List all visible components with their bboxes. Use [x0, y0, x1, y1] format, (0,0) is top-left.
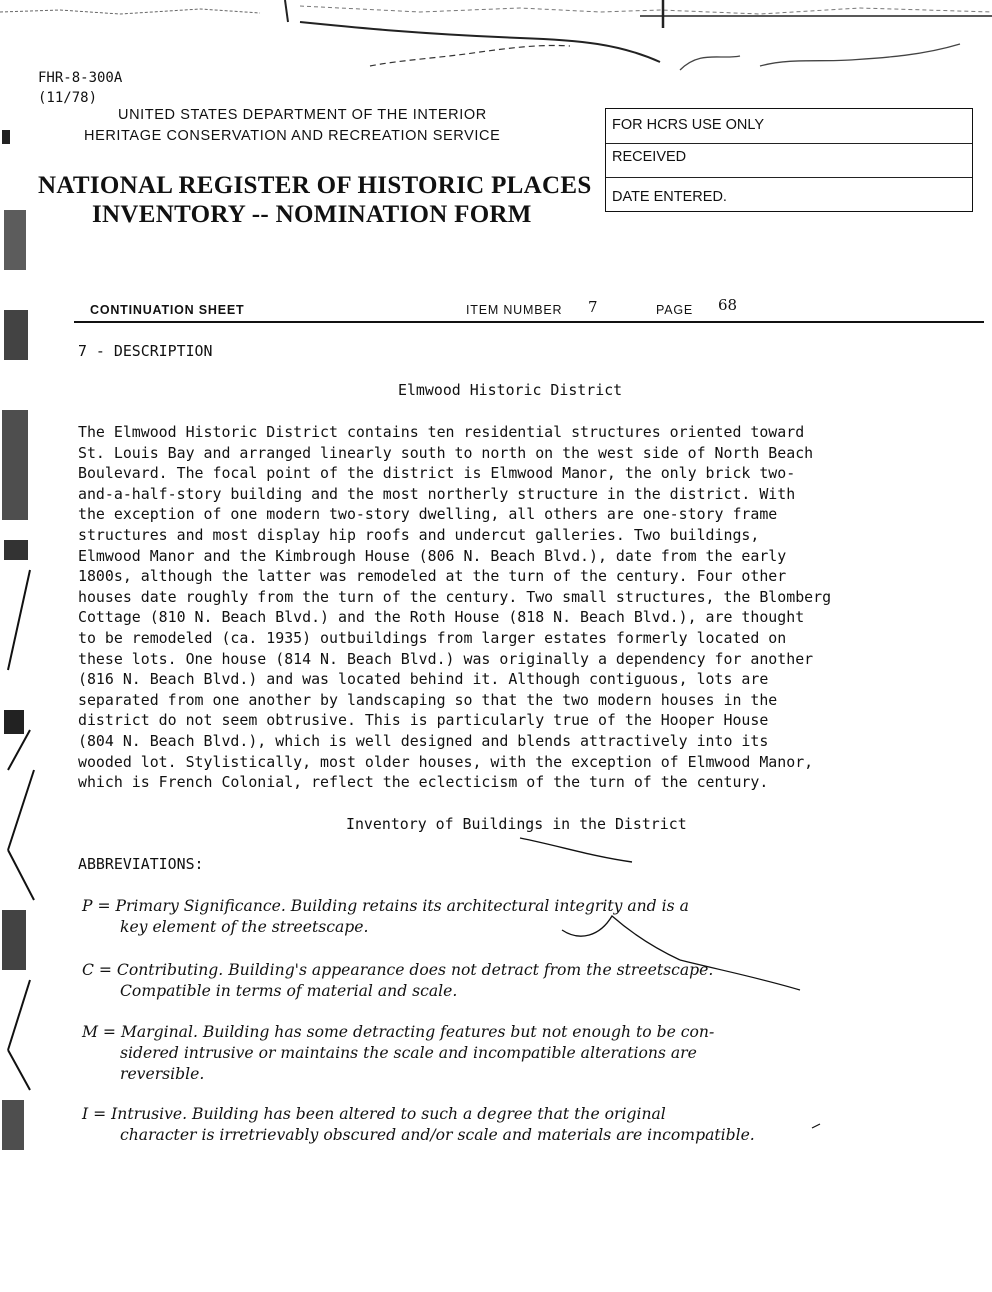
abbreviation-line: character is irretrievably obscured and/or scale and materials are incompatible. — [120, 1126, 755, 1144]
date-entered-label: DATE ENTERED. — [612, 189, 727, 205]
office-use-label: FOR HCRS USE ONLY — [612, 117, 765, 133]
paragraph-line: Cottage (810 N. Beach Blvd.) and the Roth House (818 N. Beach Blvd.), are thought — [78, 608, 805, 627]
paragraph-line: (816 N. Beach Blvd.) and was located behind it. Although contiguous, lots are — [78, 670, 769, 689]
form-code: FHR-8-300A — [38, 70, 123, 86]
abbreviation-line: reversible. — [120, 1065, 205, 1083]
received-label: RECEIVED — [612, 149, 687, 165]
district-title: Elmwood Historic District — [398, 381, 623, 399]
paragraph-line: which is French Colonial, reflect the eclecticism of the turn of the century. — [78, 773, 769, 792]
item-number-value: 7 — [588, 298, 598, 316]
page-label: PAGE — [656, 303, 694, 317]
abbreviation-marginal — [82, 1022, 714, 1085]
item-number-label: ITEM NUMBER — [466, 303, 563, 317]
abbreviation-line: I = Intrusive. Building has been altered to such a degree that the original — [82, 1105, 666, 1123]
inventory-title: Inventory of Buildings in the District — [346, 815, 687, 833]
abbreviations-label: ABBREVIATIONS: — [78, 855, 204, 873]
paragraph-line: separated from one another by landscaping so that the two modern houses in the — [78, 690, 778, 709]
paragraph-line: the exception of one modern two-story dwelling, all others are one-story frame — [78, 505, 778, 524]
paragraph-line: 1800s, although the latter was remodeled at the turn of the century. Four other — [78, 567, 787, 586]
paragraph-line: houses date roughly from the turn of the century. Two small structures, the Blomberg — [78, 587, 832, 606]
abbreviation-line: C = Contributing. Building's appearance does not detract from the streetscape. — [82, 961, 714, 979]
paragraph-line: wooded lot. Stylistically, most older houses, with the exception of Elmwood Manor, — [78, 752, 814, 771]
page-number-value: 68 — [718, 296, 738, 314]
agency-line-1: UNITED STATES DEPARTMENT OF THE INTERIOR — [118, 107, 487, 123]
abbreviation-contributing — [82, 960, 713, 1002]
paragraph-line: (804 N. Beach Blvd.), which is well designed and blends attractively into its — [78, 731, 769, 750]
agency-line-2: HERITAGE CONSERVATION AND RECREATION SERVICE — [84, 128, 501, 144]
paragraph-line: district do not seem obtrusive. This is particularly true of the Hooper House — [78, 711, 769, 730]
paragraph-line: structures and most display hip roofs and undercut galleries. Two buildings, — [78, 525, 760, 544]
abbreviation-line: M = Marginal. Building has some detracting features but not enough to be con- — [82, 1023, 715, 1041]
abbreviation-line: sidered intrusive or maintains the scale and incompatible alterations are — [120, 1044, 697, 1062]
form-revision: (11/78) — [38, 90, 98, 106]
abbreviation-line: key element of the streetscape. — [120, 918, 369, 936]
continuation-sheet-label: CONTINUATION SHEET — [90, 303, 245, 317]
paragraph-line: to be remodeled (ca. 1935) outbuildings from larger estates formerly located on — [78, 628, 787, 647]
paragraph-line: St. Louis Bay and arranged linearly south to north on the west side of North Beach — [78, 443, 814, 462]
paragraph-line: and-a-half-story building and the most northerly structure in the district. With — [78, 484, 796, 503]
paragraph-line: The Elmwood Historic District contains ten residential structures oriented toward — [78, 423, 805, 441]
paragraph-line: Elmwood Manor and the Kimbrough House (806 N. Beach Blvd.), date from the early — [78, 546, 787, 565]
abbreviation-primary — [82, 896, 689, 938]
form-title-line-1: NATIONAL REGISTER OF HISTORIC PLACES — [38, 172, 592, 199]
section-heading: 7 - DESCRIPTION — [78, 342, 213, 360]
form-title-line-2: INVENTORY -- NOMINATION FORM — [92, 201, 532, 228]
abbreviation-line: Compatible in terms of material and scale. — [120, 982, 458, 1000]
abbreviation-intrusive — [82, 1104, 755, 1146]
paragraph-line: Boulevard. The focal point of the district is Elmwood Manor, the only brick two- — [78, 464, 796, 483]
paragraph-line: these lots. One house (814 N. Beach Blvd.) was originally a dependency for another — [78, 649, 814, 668]
abbreviation-line: P = Primary Significance. Building retains its architectural integrity and is a — [82, 897, 689, 915]
